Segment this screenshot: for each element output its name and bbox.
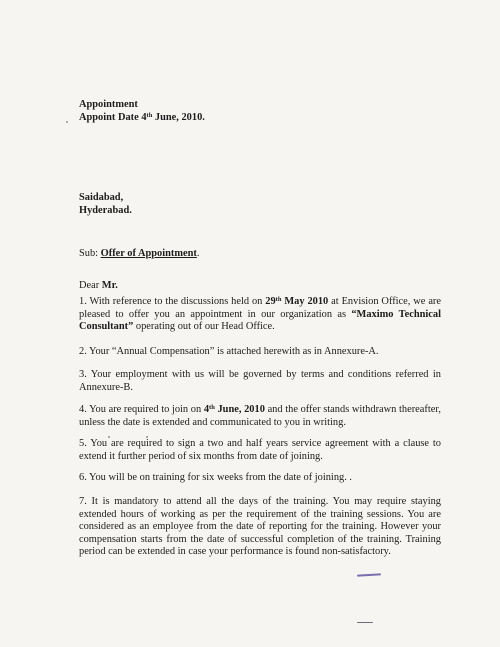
- subject-label: Sub:: [79, 248, 101, 259]
- paragraph-5: 5. You are required to sign a two and half years service agreement with a clause to extend it further period of six months from date of joining.: [79, 438, 441, 462]
- job-role: “Maximo Technical Consultant”: [79, 308, 441, 333]
- subject-text: Offer of Appointment: [100, 248, 197, 259]
- paragraph-2: 2. Your “Annual Compensation” is attached herewith as in Annexure-A.: [79, 346, 379, 357]
- joining-date: 4th June, 2010: [203, 404, 265, 415]
- salutation-name: Mr.: [101, 280, 118, 291]
- scan-speck: [66, 121, 68, 123]
- scan-mark: [357, 622, 373, 623]
- scan-speck: [146, 436, 148, 438]
- recipient-address: [79, 192, 441, 217]
- header-date: Appoint Date 4th June, 2010.: [79, 111, 205, 123]
- pen-mark: [357, 573, 381, 576]
- scan-speck: [108, 436, 110, 438]
- header-title: Appointment: [79, 99, 138, 110]
- address-line-2: Hyderabad.: [79, 204, 132, 216]
- paragraph-1: 1. With reference to the discussions held on 29th May 2010 at Envision Office, we are pleased to offer you an appointment in our organization as “Maximo Technical Consultant” operating out of our Head Office.: [79, 296, 441, 333]
- discussion-date: 29th May 2010: [265, 296, 329, 307]
- salutation: Dear Mr.: [79, 280, 118, 291]
- address-line-1: Saidabad,: [79, 192, 124, 203]
- paragraph-3: 3. Your employment with us will be governed by terms and conditions referred in Annexure-B.: [79, 369, 441, 393]
- letter-header: [79, 99, 441, 124]
- paragraph-7: 7. It is mandatory to attend all the days of the training. You may require staying extended hours of working as per the requirement of the training sessions. You are considered as an employee from the date of reporting for the training. However your compensation starts from the date of successful completion of the training. Training period can be extended in case your performance is found non-satisfactory.: [79, 496, 441, 558]
- subject-line: Sub: Offer of Appointment.: [79, 248, 200, 259]
- paragraph-4: 4. You are required to join on 4th June, 2010 and the offer stands withdrawn thereafter, unless the date is extended and communicated to you in writing.: [79, 404, 441, 428]
- paragraph-6: 6. You will be on training for six weeks from the date of joining. .: [79, 472, 353, 483]
